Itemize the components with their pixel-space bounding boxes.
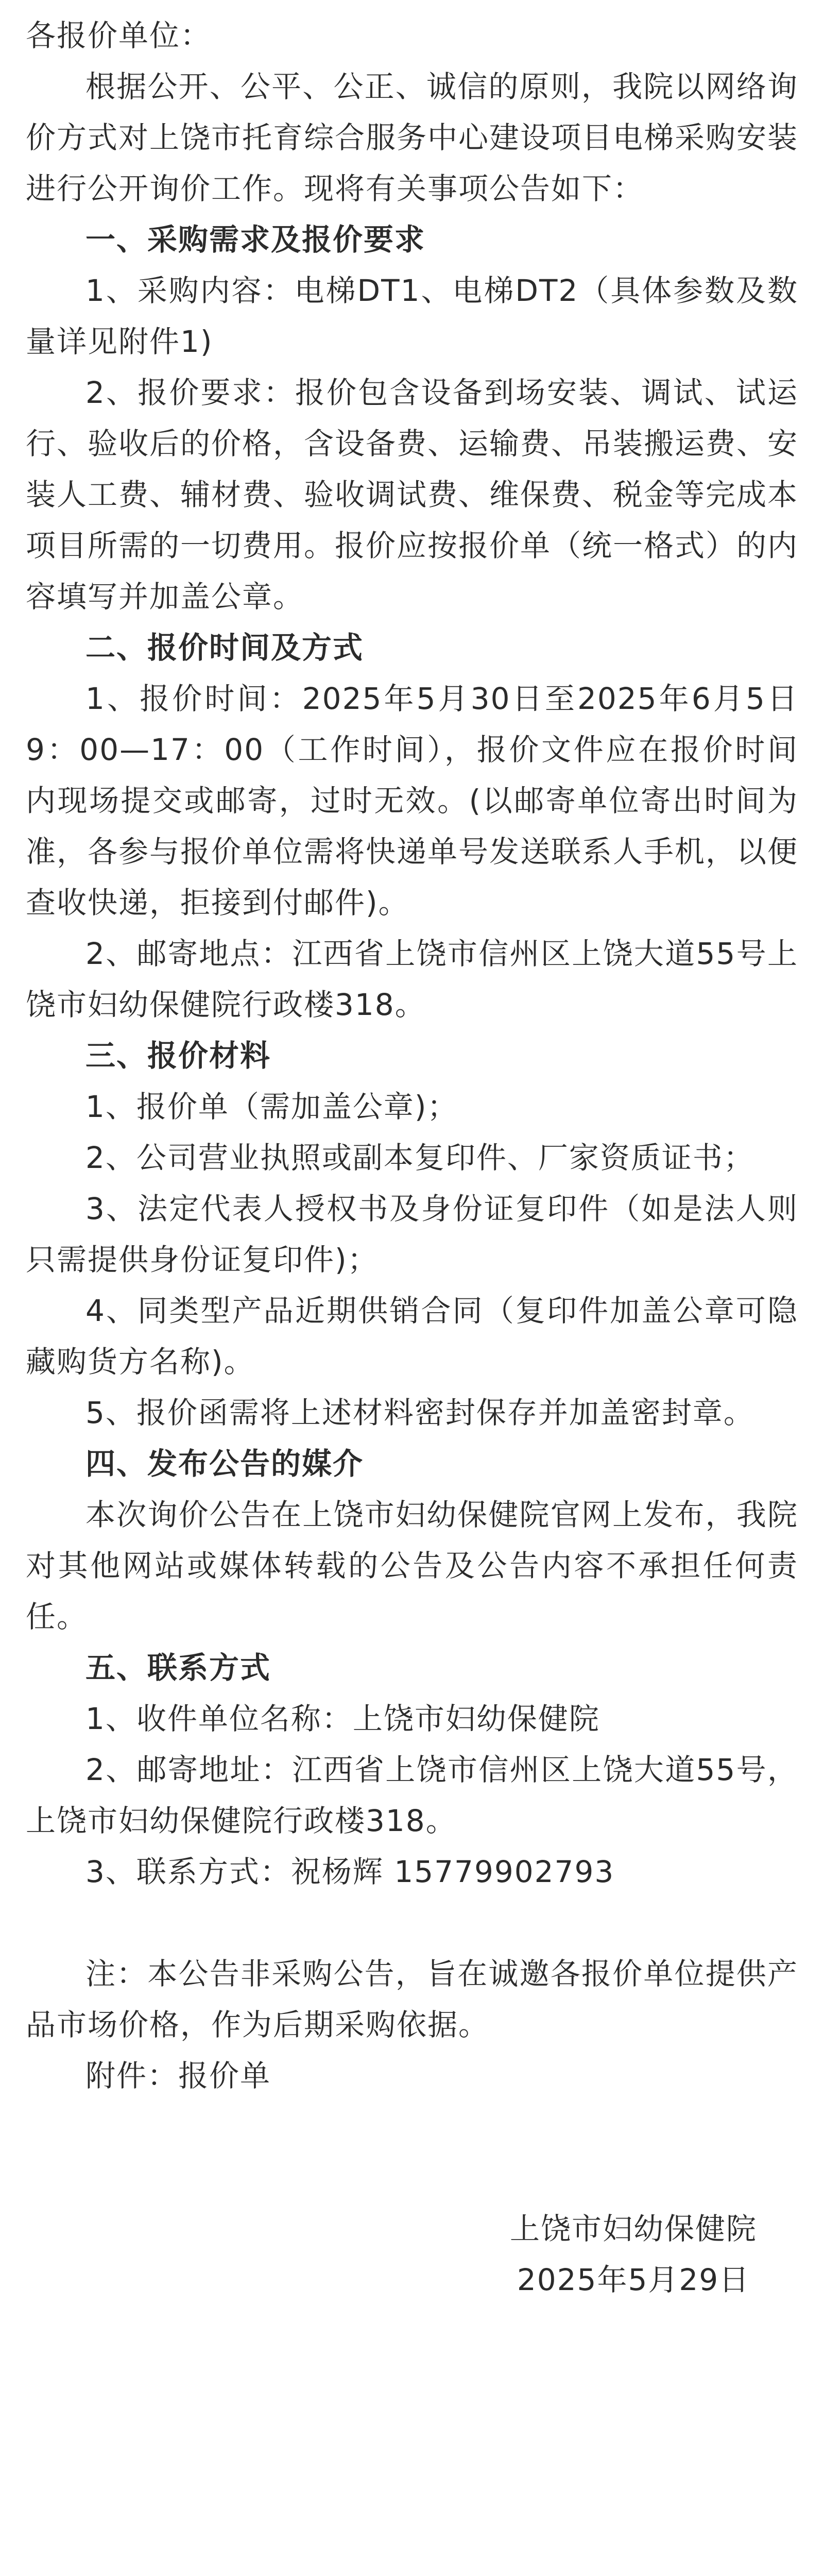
section-item: 1、报价时间：2025年5月30日至2025年6月5日9：00—17：00（工作时间），报价文件应在报价时间内现场提交或邮寄，过时无效。(以邮寄单位寄出时间为准，各参与报价单位需将快递单号发送联系人手机，以便查收快递，拒接到付邮件)。 <box>26 681 799 920</box>
spacer <box>26 2102 798 2204</box>
section-item: 1、收件单位名称：上饶市妇幼保健院 <box>85 1701 600 1736</box>
section-item: 2、邮寄地址：江西省上饶市信州区上饶大道55号，上饶市妇幼保健院行政楼318。 <box>26 1752 798 1838</box>
section-item: 本次询价公告在上饶市妇幼保健院官网上发布，我院对其他网站或媒体转载的公告及公告内容不承担任何责任。 <box>26 1497 798 1634</box>
signature-organization: 上饶市妇幼保健院 <box>509 2211 757 2246</box>
intro-paragraph: 根据公开、公平、公正、诚信的原则，我院以网络询价方式对上饶市托育综合服务中心建设项目电梯采购安装进行公开询价工作。现将有关事项公告如下： <box>26 69 799 206</box>
section-heading: 二、报价时间及方式 <box>85 630 364 665</box>
section-item: 4、同类型产品近期供销合同（复印件加盖公章可隐藏购货方名称)。 <box>26 1293 798 1379</box>
section-heading: 一、采购需求及报价要求 <box>85 222 426 257</box>
section-item: 1、采购内容：电梯DT1、电梯DT2（具体参数及数量详见附件1) <box>26 273 798 359</box>
section-item: 3、联系方式：祝杨辉 15779902793 <box>85 1854 615 1889</box>
section-heading: 五、联系方式 <box>85 1650 271 1685</box>
section-item: 1、报价单（需加盖公章)； <box>85 1089 458 1124</box>
section-item: 2、邮寄地点：江西省上饶市信州区上饶大道55号上饶市妇幼保健院行政楼318。 <box>26 936 798 1022</box>
section-item: 2、报价要求：报价包含设备到场安装、调试、试运行、验收后的价格，含设备费、运输费、吊装搬运费、安装人工费、辅材费、验收调试费、维保费、税金等完成本项目所需的一切费用。报价应按报价单（统一格式）的内容填写并加盖公章。 <box>26 375 799 614</box>
section-item: 3、法定代表人授权书及身份证复印件（如是法人则只需提供身份证复印件)； <box>26 1191 798 1277</box>
section-heading: 三、报价材料 <box>85 1038 271 1073</box>
signature-date: 2025年5月29日 <box>517 2262 750 2297</box>
section-heading: 四、发布公告的媒介 <box>85 1446 364 1481</box>
greeting: 各报价单位： <box>26 18 212 53</box>
section-item: 5、报价函需将上述材料密封保存并加盖密封章。 <box>85 1395 754 1430</box>
section-item: 2、公司营业执照或副本复印件、厂家资质证书； <box>85 1140 754 1175</box>
note-paragraph: 注：本公告非采购公告，旨在诚邀各报价单位提供产品市场价格，作为后期采购依据。 <box>26 1956 798 2042</box>
attachment-line: 附件：报价单 <box>85 2058 271 2093</box>
spacer <box>26 1897 798 1948</box>
